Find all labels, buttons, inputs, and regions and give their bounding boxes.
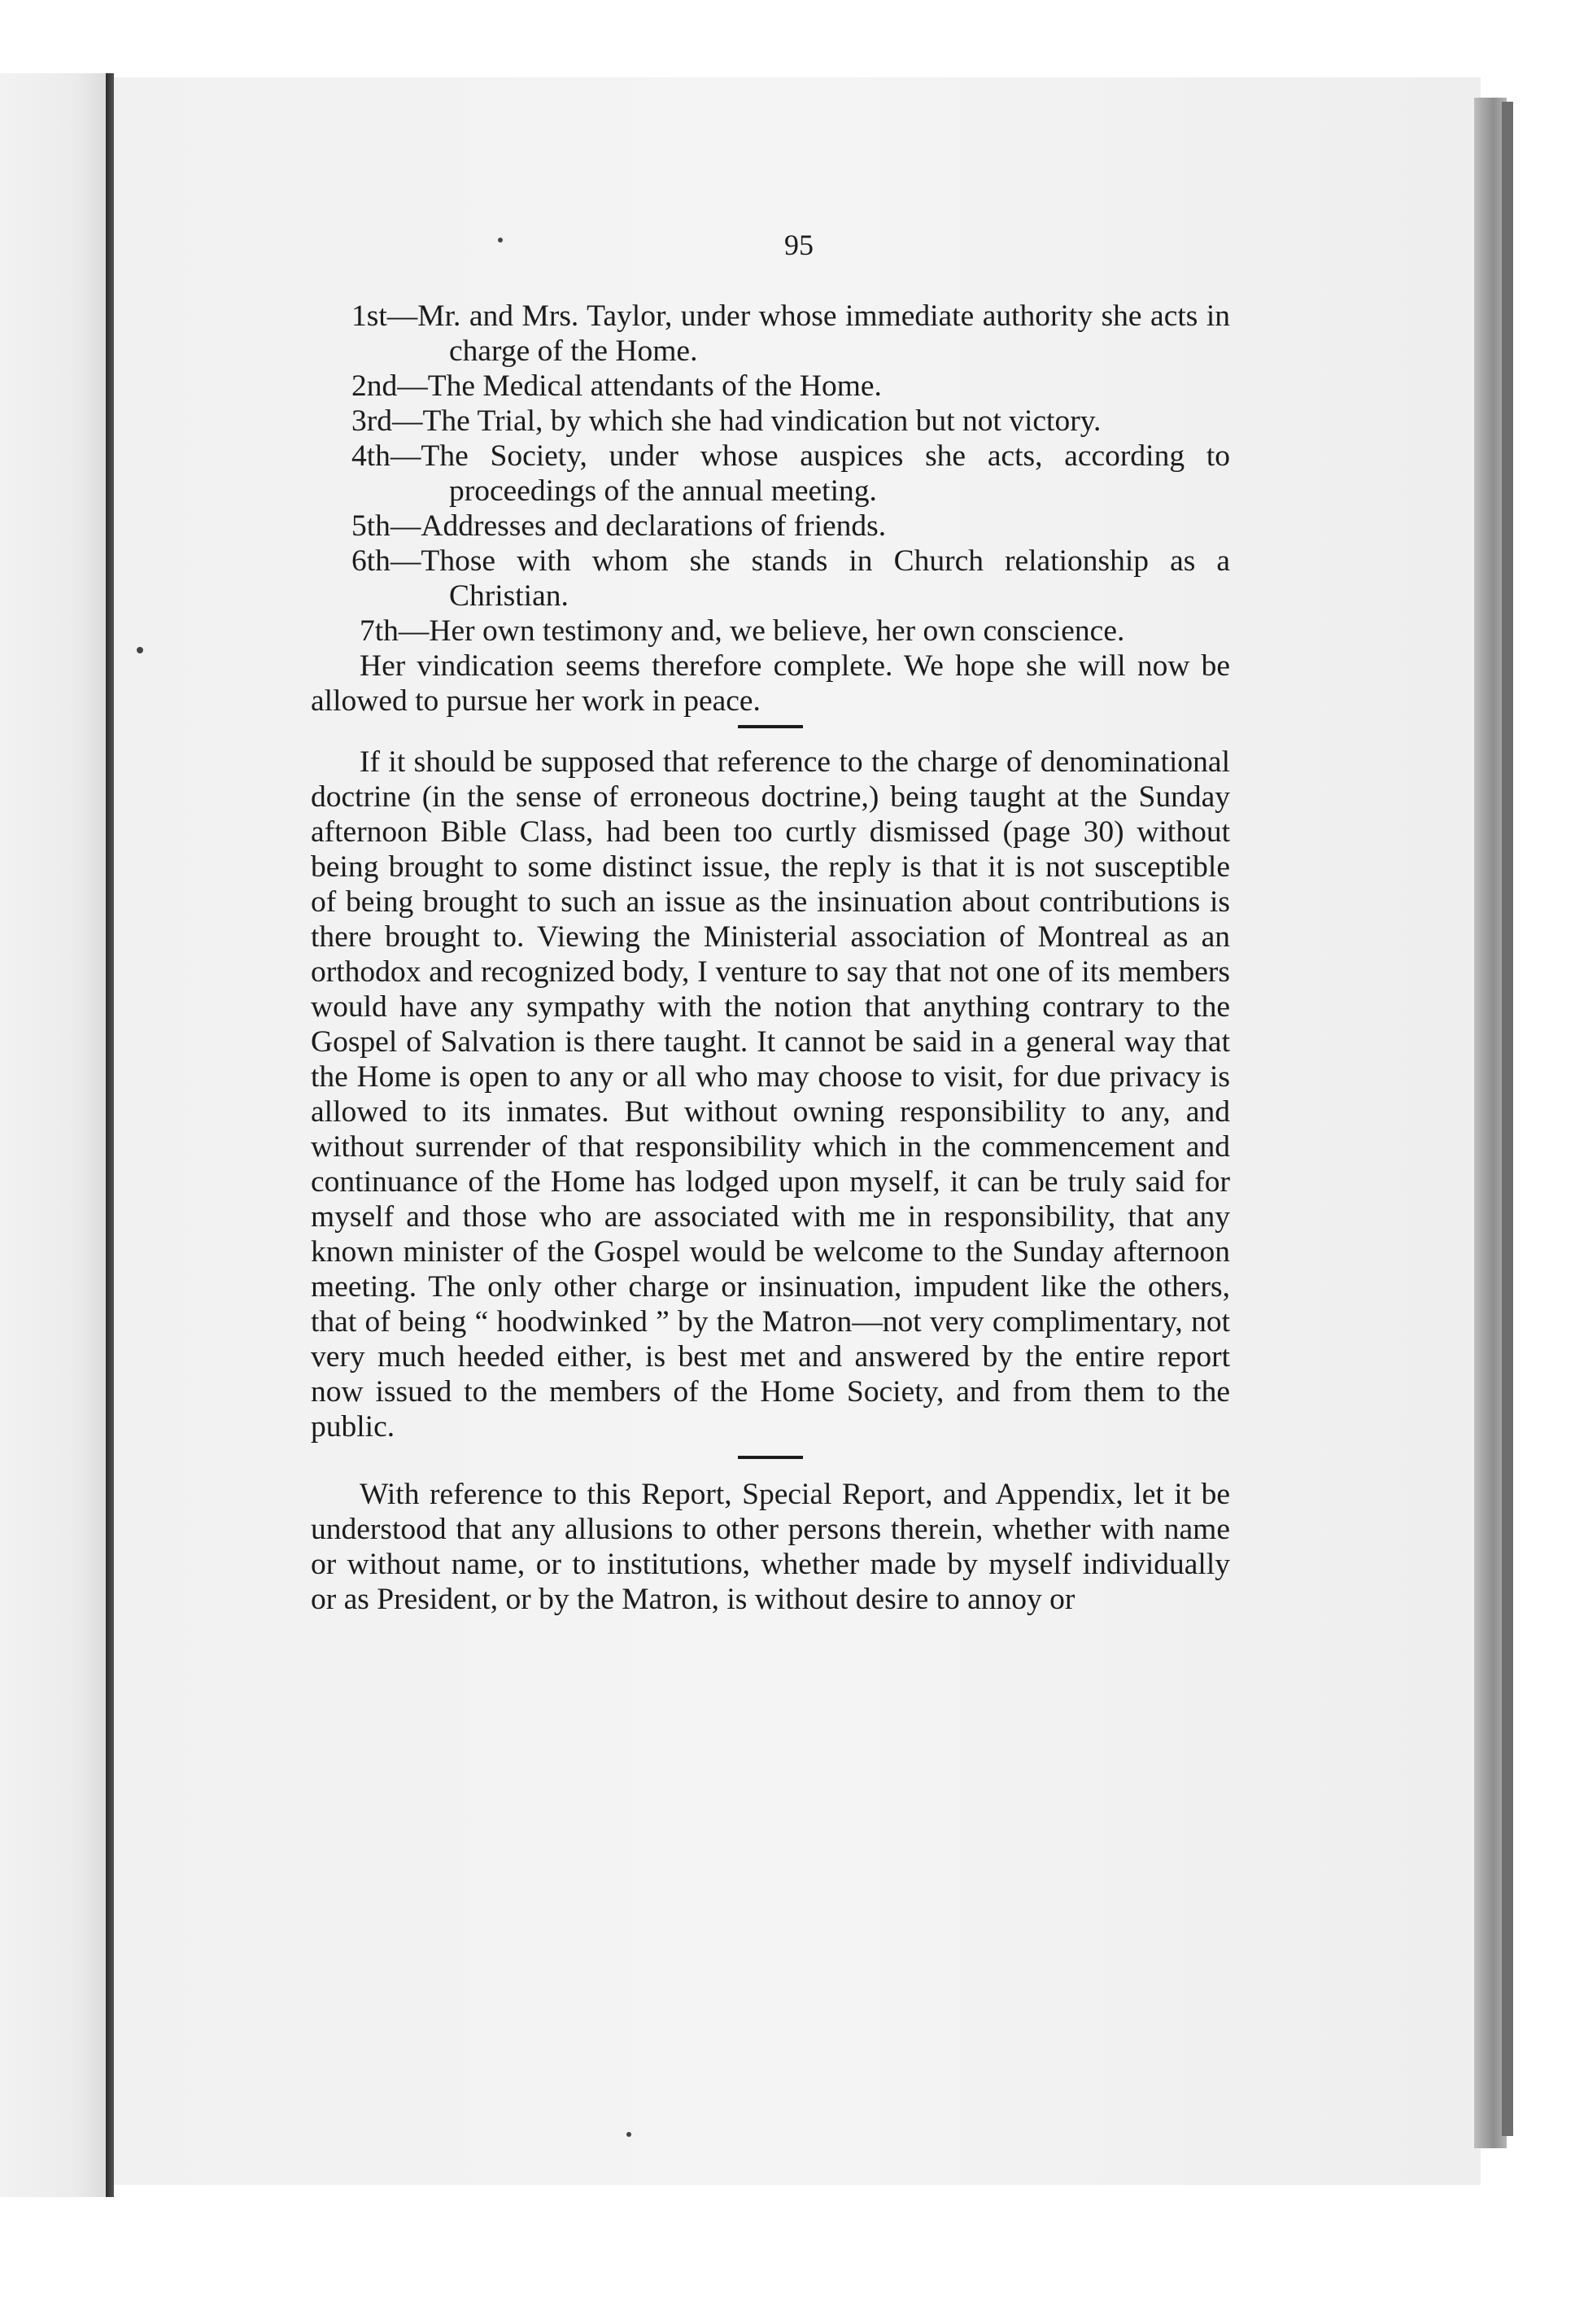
facing-page-strip [0, 73, 106, 2197]
page-number: 95 [784, 229, 814, 261]
list-item: 5th—Addresses and declarations of friends. [351, 509, 887, 543]
reference-paragraph: With reference to this Report, Special Report, and Appendix, let it be understood that any allusions to other persons therein, whether with name or without name, or to institutions, whether made by myself individually or as President, or by the Matron, is without desire to annoy or [311, 1478, 1230, 1616]
book-edge [1502, 102, 1513, 2136]
page-text [311, 228, 1230, 1617]
scan-speck [626, 2132, 631, 2137]
section-divider [738, 1456, 803, 1459]
list-item: 2nd—The Medical attendants of the Home. [351, 369, 882, 403]
page-gutter-shadow [106, 73, 114, 2197]
scan-speck [137, 647, 143, 653]
list-item: 6th—Those with whom she stands in Church relationship as a Christian. [351, 544, 1230, 613]
doctrine-paragraph: If it should be supposed that reference to the charge of denominational doctrine (in the sense of erroneous doctrine,) being taught at the Sunday afternoon Bible Class, had been too curtly dismissed (page 30) without being brought to some distinct issue, the reply is that it is not susceptible of being brought to such an issue as the insinuation about contributions is there brought to. Viewing the Ministerial association of Montreal as an orthodox and recognized body, I venture to say that not one of its members would have any sympathy with the notion that anything contrary to the Gospel of Salvation is there taught. It cannot be said in a general way that the Home is open to any or all who may choose to visit, for due privacy is allowed to its inmates. But without owning responsibility to any, and without surrender of that responsibility which in the commencement and continuance of the Home has lodged upon myself, it can be truly said for myself and those who are associated with me in responsibility, that any known minister of the Gospel would be welcome to the Sunday afternoon meeting. The only other charge or insinuation, impudent like the others, that of being “ hoodwinked ” by the Matron—not very complimentary, not very much heeded either, is best met and answered by the entire report now issued to the members of the Home Society, and from them to the public. [311, 745, 1230, 1444]
list-item: 4th—The Society, under whose auspices she acts, according to proceedings of the annual meeting. [351, 439, 1230, 508]
vindication-list [311, 299, 1230, 614]
section-divider [738, 725, 803, 728]
list-item: 1st—Mr. and Mrs. Taylor, under whose immediate authority she acts in charge of the Home. [351, 299, 1230, 368]
vindication-paragraph: Her vindication seems therefore complete. We hope she will now be allowed to pursue her work in peace. [311, 649, 1230, 718]
list-item: 3rd—The Trial, by which she had vindication but not victory. [351, 404, 1102, 438]
list-item-seventh: 7th—Her own testimony and, we believe, her own conscience. [360, 614, 1125, 648]
